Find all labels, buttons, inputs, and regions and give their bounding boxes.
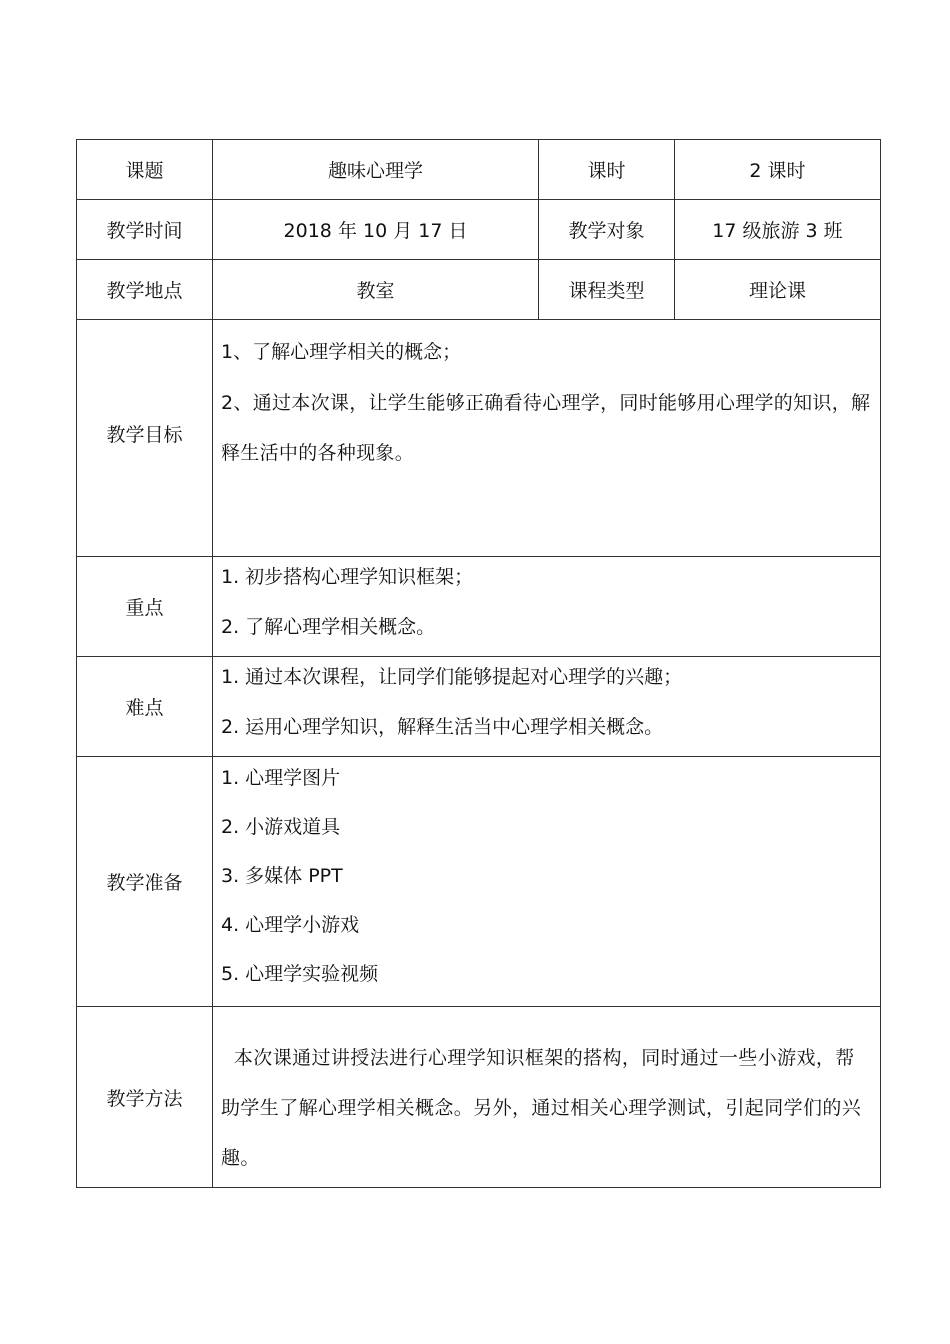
preparation-item-5: 5. 心理学实验视频 (221, 963, 379, 985)
label-audience: 教学对象 (539, 200, 675, 260)
value-hours: 2 课时 (675, 140, 881, 200)
table-row-preparation (77, 757, 881, 1007)
key-points-content (213, 557, 881, 657)
preparation-item-3: 3. 多媒体 PPT (221, 865, 343, 887)
label-difficulties: 难点 (77, 657, 213, 757)
method-content (213, 1007, 881, 1188)
lesson-plan-table (76, 139, 881, 1188)
preparation-item-4: 4. 心理学小游戏 (221, 914, 360, 936)
preparation-item-1: 1. 心理学图片 (221, 767, 341, 789)
table-row-location (77, 260, 881, 320)
difficulty-item-2: 2. 运用心理学知识，解释生活当中心理学相关概念。 (221, 716, 664, 738)
value-audience: 17 级旅游 3 班 (675, 200, 881, 260)
preparation-item-2: 2. 小游戏道具 (221, 816, 341, 838)
value-teaching-time: 2018 年 10 月 17 日 (213, 200, 539, 260)
table-row-topic (77, 140, 881, 200)
goal-item-1: 1、了解心理学相关的概念； (221, 341, 462, 363)
preparation-content (213, 757, 881, 1007)
value-course-type: 理论课 (675, 260, 881, 320)
label-method: 教学方法 (77, 1007, 213, 1188)
goal-item-2: 2、通过本次课，让学生能够正确看待心理学，同时能够用心理学的知识，解释生活中的各种现象。 (221, 392, 871, 464)
method-text: 本次课通过讲授法进行心理学知识框架的搭构，同时通过一些小游戏，帮助学生了解心理学相关概念。另外，通过相关心理学测试，引起同学们的兴趣。 (221, 1047, 862, 1169)
difficulties-content (213, 657, 881, 757)
label-key-points: 重点 (77, 557, 213, 657)
label-hours: 课时 (539, 140, 675, 200)
goals-content (213, 320, 881, 557)
label-goals: 教学目标 (77, 320, 213, 557)
table-row-method (77, 1007, 881, 1188)
table-row-key-points (77, 557, 881, 657)
key-point-item-1: 1. 初步搭构心理学知识框架； (221, 566, 474, 588)
table-row-time (77, 200, 881, 260)
label-preparation: 教学准备 (77, 757, 213, 1007)
label-course-type: 课程类型 (539, 260, 675, 320)
value-topic: 趣味心理学 (213, 140, 539, 200)
table-row-difficulties (77, 657, 881, 757)
label-topic: 课题 (77, 140, 213, 200)
label-location: 教学地点 (77, 260, 213, 320)
value-location: 教室 (213, 260, 539, 320)
key-point-item-2: 2. 了解心理学相关概念。 (221, 616, 436, 638)
table-row-goals (77, 320, 881, 557)
difficulty-item-1: 1. 通过本次课程，让同学们能够提起对心理学的兴趣； (221, 666, 683, 688)
label-teaching-time: 教学时间 (77, 200, 213, 260)
